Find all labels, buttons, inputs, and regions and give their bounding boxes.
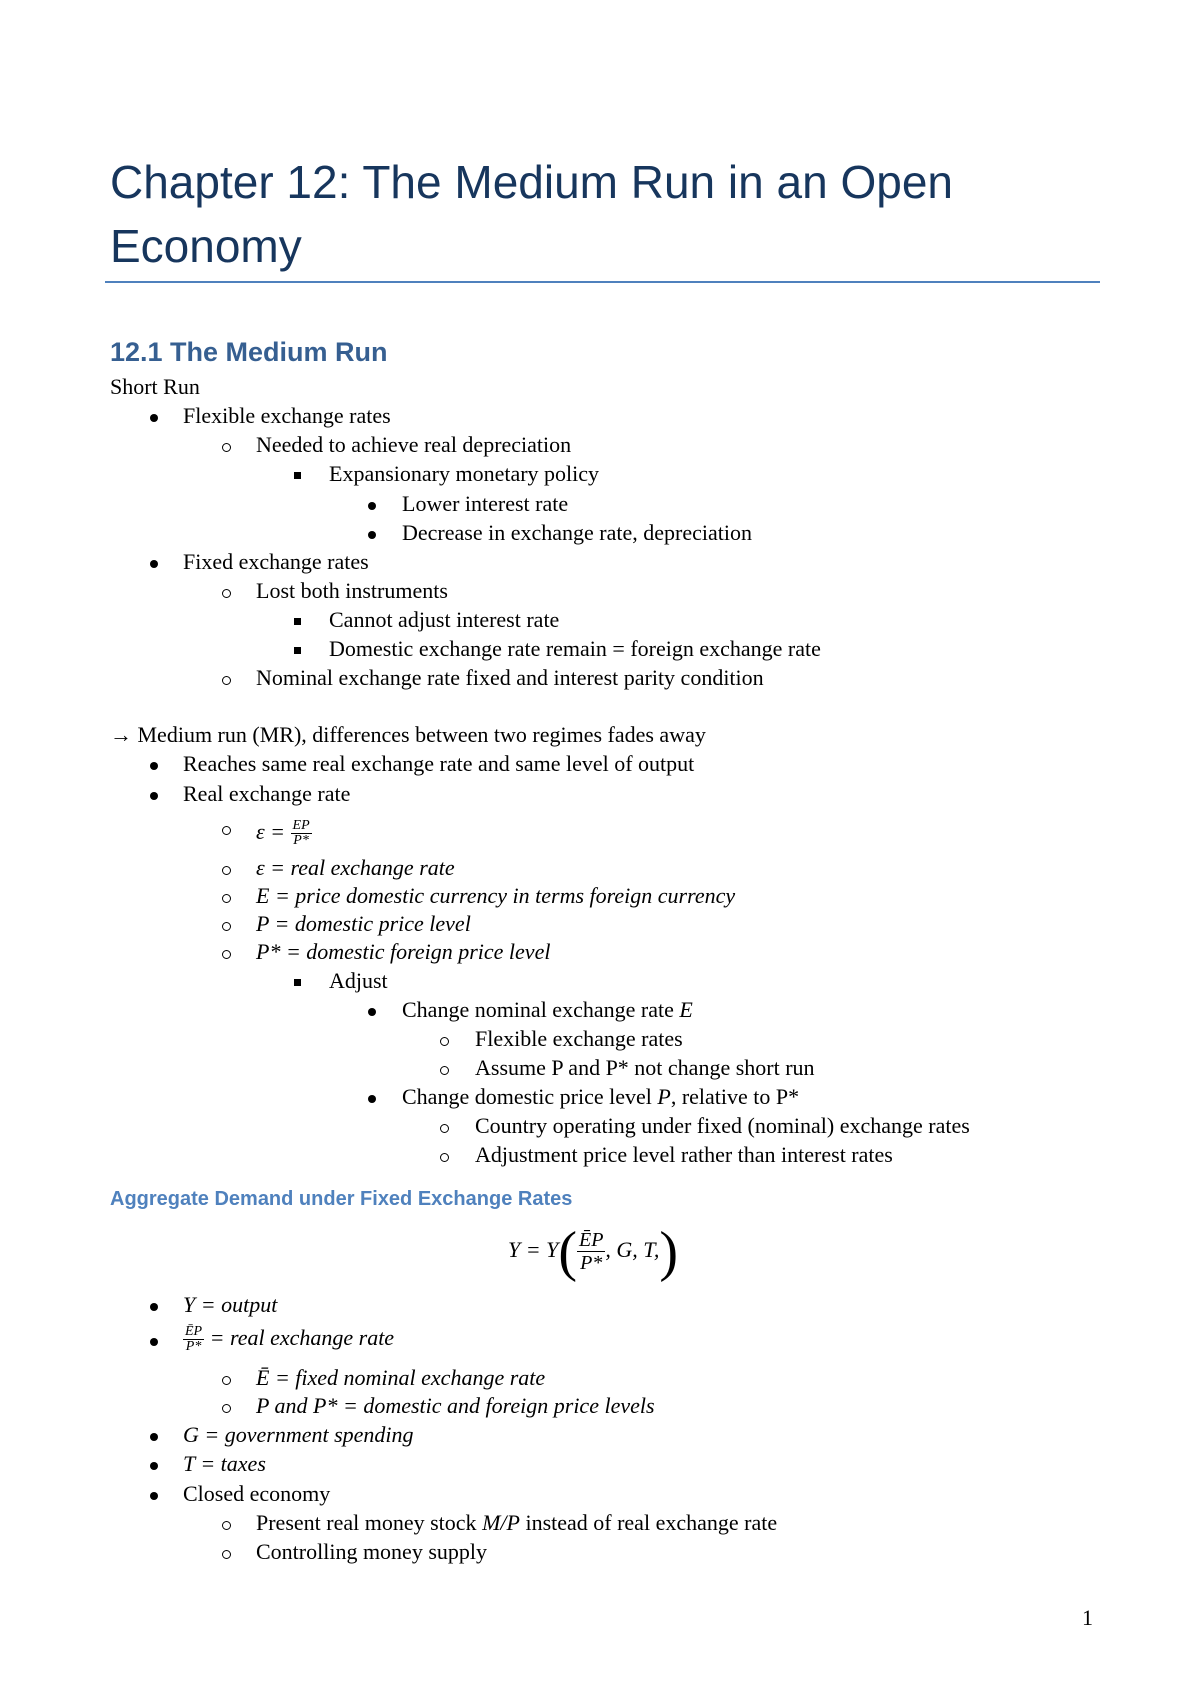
bullet-square (294, 979, 301, 986)
fraction (577, 1229, 605, 1274)
list-item-text: Change nominal exchange rate (402, 997, 674, 1022)
section-heading: 12.1 The Medium Run (110, 337, 388, 367)
bullet-circle (222, 1404, 231, 1413)
list-item (402, 997, 693, 1023)
list-item: Real exchange rate (183, 781, 351, 806)
fraction (291, 819, 312, 848)
fraction-denominator: P* (580, 1252, 603, 1275)
list-item (256, 1510, 777, 1536)
list-item: Lost both instruments (256, 578, 448, 603)
chapter-title-line1: Chapter 12: The Medium Run in an Open (110, 156, 953, 208)
list-item: Adjust (329, 968, 388, 993)
list-item: Lower interest rate (402, 491, 569, 516)
short-run-label: Short Run (110, 374, 200, 399)
fraction-numerator: EP (292, 818, 310, 834)
list-item: P and P* = domestic and foreign price levels (256, 1393, 655, 1418)
formula-lhs: ε = (256, 819, 286, 844)
list-item (402, 1084, 799, 1110)
list-item: G = government spending (183, 1422, 414, 1447)
bullet-dot (368, 531, 376, 539)
equation-args: , G, T, (605, 1237, 660, 1262)
aggregate-demand-equation (508, 1220, 679, 1283)
list-item: Cannot adjust interest rate (329, 607, 560, 632)
bullet-dot (150, 1433, 158, 1441)
list-item: Controlling money supply (256, 1539, 487, 1564)
list-item: Needed to achieve real depreciation (256, 432, 572, 457)
fraction (183, 1325, 204, 1354)
equation-lhs: Y = Y (508, 1237, 559, 1262)
bullet-circle (222, 443, 231, 452)
bullet-dot (150, 1303, 158, 1311)
list-item: T = taxes (183, 1451, 266, 1476)
list-item: Decrease in exchange rate, depreciation (402, 520, 752, 545)
list-item: P = domestic price level (256, 911, 471, 936)
list-item: Closed economy (183, 1481, 331, 1506)
bullet-dot (368, 1095, 376, 1103)
list-item: Adjustment price level rather than interest rates (475, 1142, 893, 1167)
list-item: ε = real exchange rate (256, 855, 455, 880)
list-item: Ē = fixed nominal exchange rate (256, 1365, 546, 1390)
list-item: Reaches same real exchange rate and same level of output (183, 751, 695, 776)
list-item: Flexible exchange rates (183, 403, 391, 428)
list-item-text: , relative to P* (670, 1084, 800, 1109)
bullet-dot (150, 560, 158, 568)
bullet-circle (440, 1066, 449, 1075)
definition-text: = real exchange rate (204, 1325, 395, 1350)
list-item: Fixed exchange rates (183, 549, 369, 574)
list-item: Nominal exchange rate fixed and interest parity condition (256, 665, 764, 690)
bullet-square (294, 647, 301, 654)
list-item-text: Present real money stock (256, 1510, 483, 1535)
bullet-circle (222, 1376, 231, 1385)
bullet-circle (222, 894, 231, 903)
subsection-heading: Aggregate Demand under Fixed Exchange Rates (110, 1188, 573, 1210)
title-underline (105, 281, 1100, 283)
bullet-dot (150, 1462, 158, 1470)
chapter-title-line2: Economy (110, 220, 302, 272)
math-variable: M/P (482, 1510, 520, 1535)
fraction-numerator: ĒP (185, 1324, 203, 1340)
bullet-dot (150, 1338, 158, 1346)
list-item: Y = output (183, 1292, 278, 1317)
fraction-numerator: ĒP (578, 1229, 604, 1252)
bullet-circle (222, 950, 231, 959)
list-item: Country operating under fixed (nominal) exchange rates (475, 1113, 970, 1138)
list-item: Assume P and P* not change short run (475, 1055, 815, 1080)
chapter-title (110, 150, 1110, 278)
arrow-icon: → (110, 722, 132, 747)
bullet-dot (150, 414, 158, 422)
bullet-circle (222, 1521, 231, 1530)
real-exchange-rate-def (183, 1318, 394, 1358)
math-variable: E (679, 997, 693, 1022)
bullet-circle (440, 1153, 449, 1162)
list-item: E = price domestic currency in terms foreign currency (256, 883, 736, 908)
list-item: Expansionary monetary policy (329, 461, 600, 486)
list-item: Domestic exchange rate remain = foreign exchange rate (329, 636, 821, 661)
list-item: P* = domestic foreign price level (256, 939, 551, 964)
bullet-dot (150, 762, 158, 770)
bullet-square (294, 472, 301, 479)
bullet-circle (222, 1550, 231, 1559)
bullet-circle (440, 1124, 449, 1133)
bullet-circle (440, 1037, 449, 1046)
bullet-circle (222, 589, 231, 598)
bullet-circle (222, 866, 231, 875)
bullet-dot (368, 502, 376, 510)
fraction-denominator: P* (293, 833, 309, 849)
equation-paren-close: ) (659, 1220, 679, 1283)
bullet-dot (150, 792, 158, 800)
list-item: Flexible exchange rates (475, 1026, 683, 1051)
bullet-circle (222, 922, 231, 931)
equation-paren-open: ( (558, 1220, 577, 1283)
medium-run-intro-text: Medium run (MR), differences between two regimes fades away (137, 722, 706, 747)
bullet-dot (368, 1008, 376, 1016)
fraction-denominator: P* (185, 1339, 202, 1355)
list-item-text: Change domestic price level (402, 1084, 652, 1109)
page-number: 1 (1082, 1605, 1093, 1630)
list-item-text: instead of real exchange rate (519, 1510, 778, 1535)
bullet-dot (150, 1492, 158, 1500)
medium-run-intro (110, 722, 706, 748)
bullet-square (294, 618, 301, 625)
epsilon-formula (256, 812, 312, 852)
bullet-circle (222, 676, 231, 685)
bullet-circle (222, 826, 231, 835)
math-variable: P (657, 1084, 671, 1109)
